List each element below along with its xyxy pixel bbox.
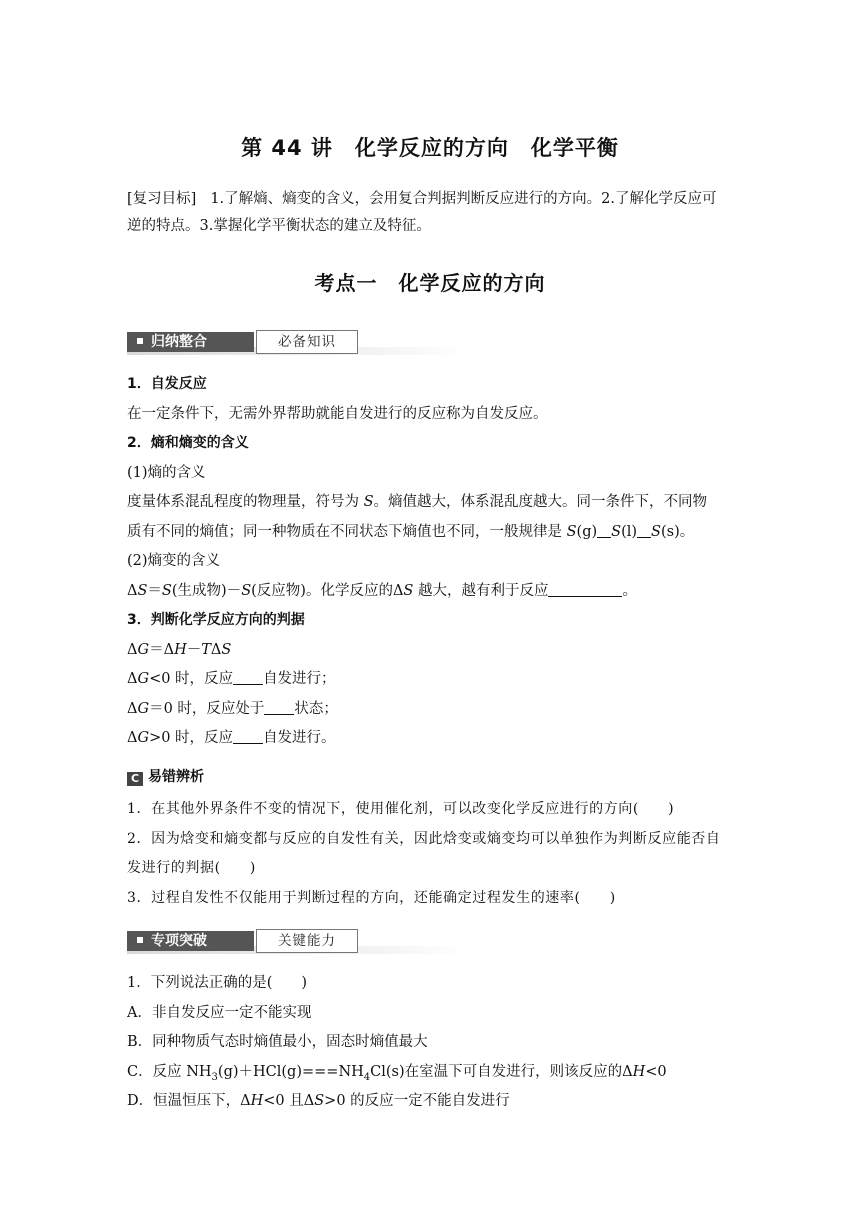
review-objectives (127, 186, 739, 240)
review-tag: [复习目标] (127, 191, 197, 207)
criterion-positive: ΔG>0 时，反应 自发进行。 (127, 730, 336, 746)
criterion-zero: ΔG＝0 时，反应处于 状态； (127, 700, 338, 717)
banner-dark-label: 归纳整合 (127, 332, 254, 352)
criterion-negative: ΔG<0 时，反应 自发进行； (127, 671, 336, 687)
banner-summary (127, 329, 467, 355)
answer-blank[interactable] (597, 523, 611, 538)
option-b[interactable]: B．同种物质气态时熵值最小，固态时熵值最大 (127, 1034, 428, 1050)
heading-criteria: 3．判断化学反应方向的判据 (127, 612, 305, 628)
banner-practice (127, 928, 467, 954)
error-badge-icon: C (127, 772, 143, 786)
error-item-2b: 发进行的判据( ) (127, 860, 256, 876)
square-icon (137, 937, 143, 943)
banner-dark-label: 专项突破 (127, 931, 254, 951)
page-title: 第 44 讲 化学反应的方向 化学平衡 (241, 136, 619, 160)
para-spontaneous: 在一定条件下，无需外界帮助就能自发进行的反应称为自发反应。 (127, 405, 548, 422)
formula-gibbs: ΔG＝ΔH－TΔS (127, 641, 232, 658)
option-a[interactable]: A．非自发反应一定不能实现 (127, 1004, 312, 1021)
error-item-3: 3．过程自发性不仅能用于判断过程的方向，还能确定过程发生的速率( ) (127, 889, 616, 906)
error-analysis-heading: C 易错辨析 (127, 766, 204, 786)
sub-entropy-meaning: (1)熵的含义 (127, 464, 206, 481)
knowledge-section (127, 370, 742, 754)
answer-blank[interactable] (233, 729, 263, 744)
error-item-1: 1．在其他外界条件不变的情况下，使用催化剂，可以改变化学反应进行的方向( ) (127, 801, 675, 817)
review-line-1: 1.了解熵、熵变的含义，会用复合判据判断反应进行的方向。2.了解化学反应可 (210, 191, 717, 207)
answer-blank[interactable] (637, 523, 651, 538)
answer-blank[interactable] (264, 700, 294, 715)
sub-entropy-change: (2)熵变的含义 (127, 553, 221, 569)
para-entropy-1: 度量体系混乱程度的物理量，符号为 S。熵值越大，体系混乱度越大。同一条件下，不同物 (127, 494, 708, 510)
question-section (127, 969, 742, 1117)
square-icon (137, 338, 143, 344)
option-c[interactable]: C．反应 $NH_3(g)+HCl(g)===NH_4Cl(s)$在室温下可自发进行，则该反应的ΔH<0 (127, 1063, 667, 1083)
error-item-2a: 2．因为焓变和熵变都与反应的自发性有关，因此焓变或熵变均可以单独作为判断反应能否自 (127, 830, 721, 847)
section-title: 考点一 化学反应的方向 (314, 271, 546, 295)
banner-light-label: 必备知识 (256, 330, 358, 354)
heading-spontaneous: 1．自发反应 (127, 376, 207, 392)
answer-blank[interactable] (233, 670, 263, 685)
option-d[interactable]: D．恒温恒压下，ΔH<0 且ΔS>0 的反应一定不能自发进行 (127, 1093, 510, 1109)
para-entropy-2: 质有不同的熵值；同一种物质在不同状态下熵值也不同，一般规律是 S(g) S(l) S(s)。 (127, 523, 695, 540)
heading-entropy: 2．熵和熵变的含义 (127, 435, 249, 451)
review-line-2: 逆的特点。3.掌握化学平衡状态的建立及特征。 (127, 218, 431, 234)
para-entropy-change: ΔS＝S(生成物)－S(反应物)。化学反应的ΔS 越大，越有利于反应 。 (127, 582, 637, 599)
answer-blank[interactable] (548, 582, 622, 597)
error-analysis-section (127, 795, 742, 913)
banner-light-label: 关键能力 (256, 929, 358, 953)
question-stem: 1．下列说法正确的是( ) (127, 975, 308, 991)
